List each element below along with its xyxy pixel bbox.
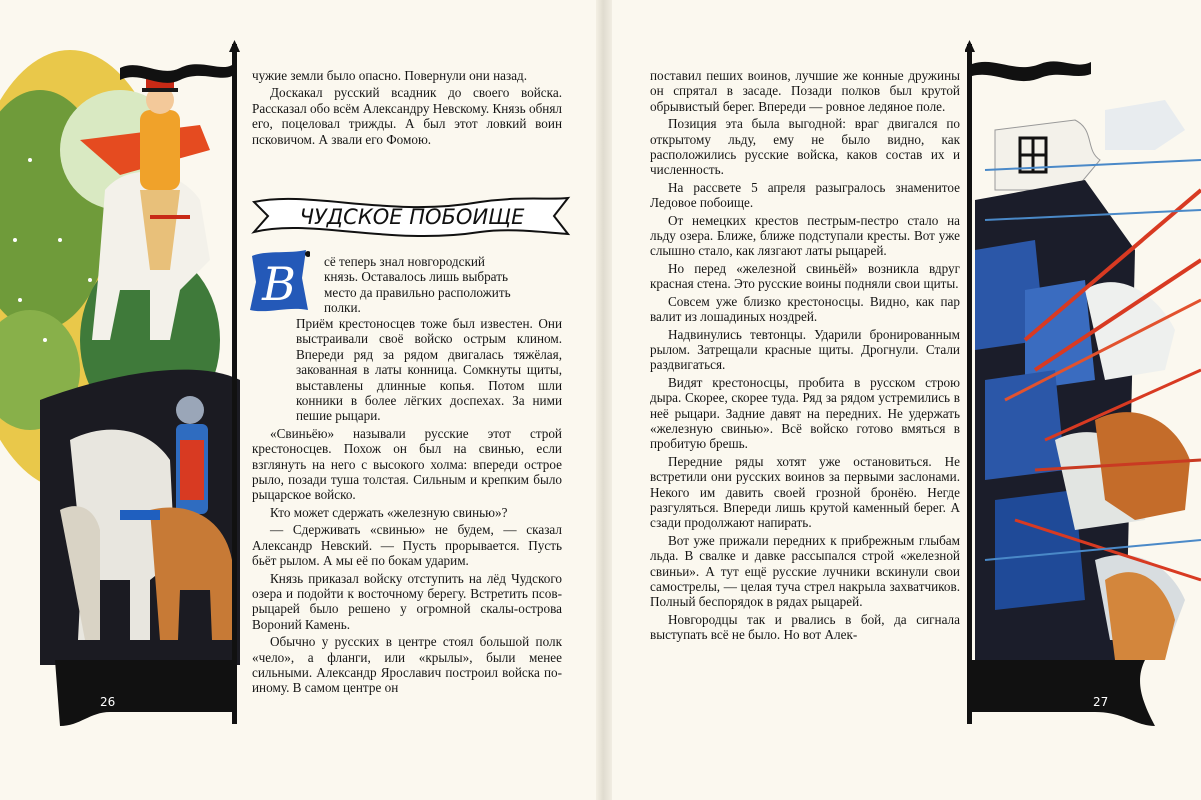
paragraph: Князь приказал войску отступить на лёд Чудского озера и подойти к восточному берегу. Встретить псов-рыцарей было решено у огромной скалы-острова Вороний Камень.	[252, 570, 562, 632]
right-battle-illustration	[965, 40, 1201, 730]
paragraph: — Сдерживать «свинью» не будем, — сказал Александр Невский. — Пусть прорывается. Пусть бьёт рылом. А мы её по бокам ударим.	[252, 522, 562, 569]
dropcap-line: князь. Оставалось лишь выбрать	[324, 269, 508, 285]
paragraph: Но перед «железной свиньёй» возникла вдруг красная стена. Это русские воины подняли свои щиты.	[650, 260, 960, 292]
chapter-heading	[250, 188, 572, 244]
paragraph: Видят крестоносцы, пробита в русском строю дыра. Скорее, скорее туда. Ряд за рядом устремились в неё рыцари. Задние давят на передних. Не удержать «железную свинью». Всё войско готово вмяться в пробитую брешь.	[650, 374, 960, 452]
paragraph: От немецких крестов пестрым-пестро стало на льду озера. Ближе, ближе подступали кресты. Вот уже слышно стало, как лязгают латы рыцарей.	[650, 212, 960, 259]
dropcap-line: сё теперь знал новгородский	[324, 254, 485, 269]
dropcap-line: место да правильно расположить	[324, 284, 511, 300]
paragraph: На рассвете 5 апреля разыгралось знаменитое Ледовое побоище.	[650, 179, 960, 211]
paragraph: Приём крестоносцев тоже был известен. Они выстраивали своё войско острым клином. Впереди ряд за рядом двигалась тяжёлая, закованная в латы конница. Сомкнуты щиты, выставлены длинные копья. Потом шли конники в более лёгких доспехах. За ними пешие рыцари.	[296, 316, 562, 424]
drop-cap-letter: В	[262, 257, 296, 311]
left-illustration	[0, 40, 240, 730]
paragraph: Позиция эта была выгодной: враг двигался по открытому льду, ему не было видно, как расположились русские войска, каков состав их и численность.	[650, 116, 960, 178]
paragraph: Вот уже прижали передних к прибрежным глыбам льда. В свалке и давке рассыпался строй «железной свиньи». А тут ещё русские лучники вскинули свои самострелы, — целая туча стрел накрыла захватчиков. Полный беспорядок в рядах рыцарей.	[650, 532, 960, 610]
page-number-right: 27	[1093, 695, 1109, 709]
right-page	[600, 0, 1201, 800]
heading-text: ЧУДСКОЕ ПОБОИЩЕ	[299, 205, 525, 229]
page-number-left: 26	[100, 695, 116, 709]
paragraph: Совсем уже близко крестоносцы. Видно, как пар валит из лошадиных ноздрей.	[650, 293, 960, 325]
paragraph: Надвинулись тевтонцы. Ударили бронированным рылом. Затрещали красные щиты. Дрогнули. Стали раздвигаться.	[650, 326, 960, 373]
paragraph: чужие земли было опасно. Повернули они назад.	[252, 68, 528, 83]
paragraph: Кто может сдержать «железную свинью»?	[270, 504, 508, 520]
dropcap-text	[324, 254, 562, 316]
left-battle-illustration	[0, 40, 240, 730]
paragraph: Доскакал русский всадник до своего войска. Рассказал обо всём Александру Невскому. Князь обнял его, поцеловал трижды. А был этот ловкий воин псковичом. А звали его Фомою.	[252, 85, 562, 147]
paragraph: Обычно у русских в центре стоял большой полк «чело», а фланги, или «крылы», были менее сильными. Александр Ярославич построил войска по-иному. В самом центре он	[252, 634, 562, 696]
dropcap-block	[252, 254, 562, 314]
right-column	[650, 68, 960, 645]
paragraph: «Свиньёю» называли русские этот строй крестоносцев. Похож он был на свинью, если взглянуть на него с высокого холма: впереди острое рыло, позади туша толстая. Сильным и крепким было рыцарское войско.	[252, 425, 562, 503]
dropcap-line: полки.	[324, 300, 361, 316]
paragraph: Новгородцы так и рвались в бой, да сигнала выступать всё не было. Но вот Алек-	[650, 611, 960, 643]
drop-cap	[248, 248, 310, 316]
left-page	[0, 0, 600, 800]
right-illustration	[965, 40, 1201, 730]
left-column-top	[252, 68, 562, 149]
heading-ribbon	[250, 188, 572, 244]
left-column-main	[252, 254, 562, 698]
paragraph: Передние ряды хотят уже остановиться. Не встретили они русских воинов за первыми заслонами. Некого им давить своей грозной бронёю. Негде разгуляться. Впереди лишь крутой каменный берег. А сзади продолжают напирать.	[650, 453, 960, 531]
paragraph: поставил пеших воинов, лучшие же конные дружины он спрятал в засаде. Позади полков был крутой обрывистый берег. Впереди — ровное ледяное поле.	[650, 68, 960, 114]
